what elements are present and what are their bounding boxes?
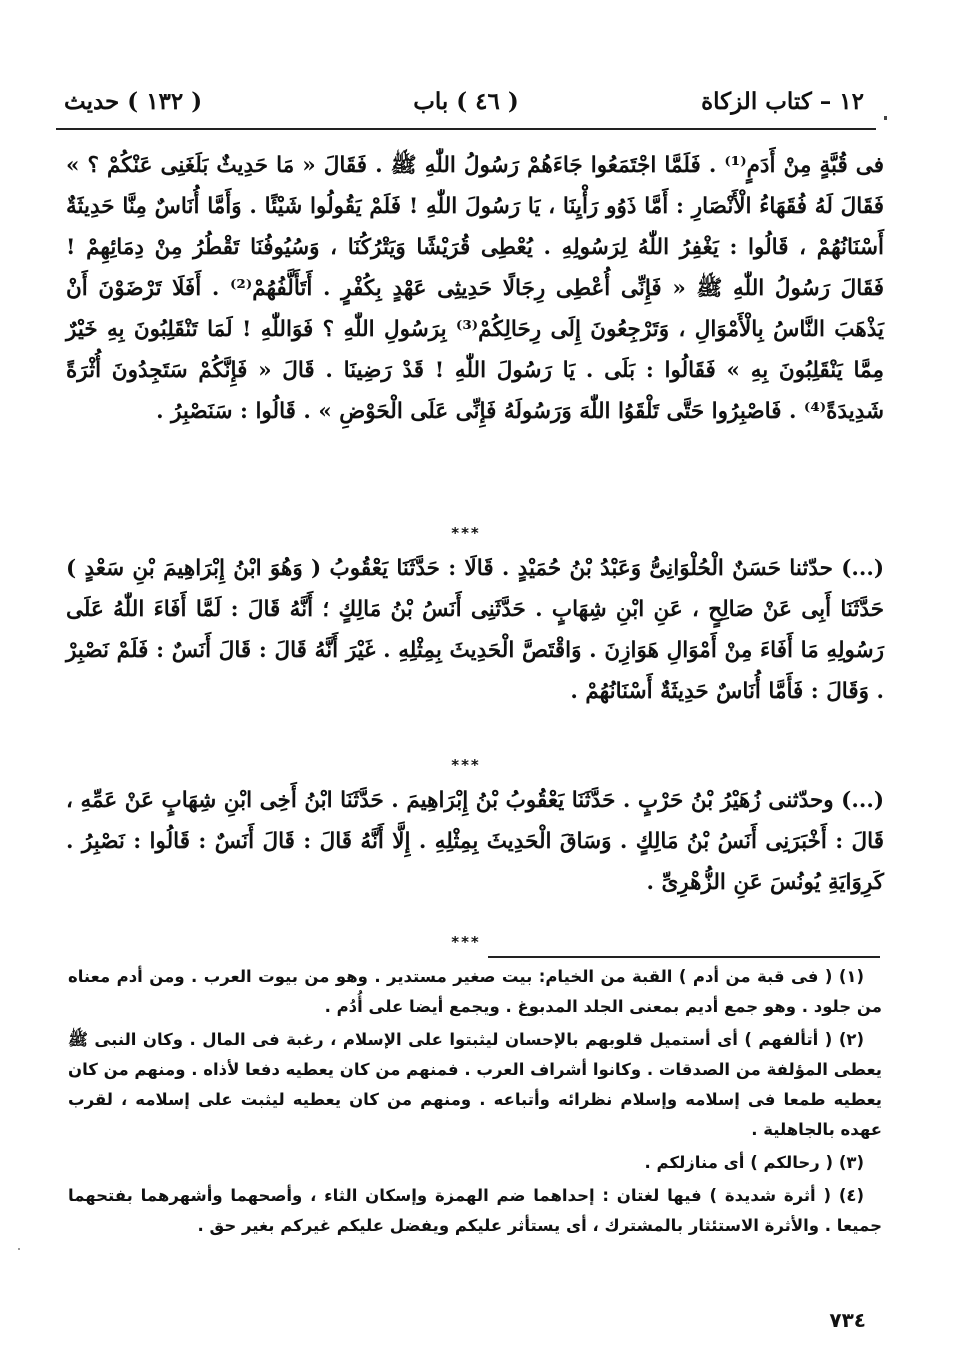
hadith-paragraph: (...) وحدّثنى زُهَيْرُ بْنُ حَرْبٍ . حَدَّثَنَا يَعْقُوبُ بْنُ إِبْرَاهِيمَ . حَدَّثَنَا ابْنُ أَخِى ابْنِ شِهَابٍ عَنْ عَمِّهِ ، قَالَ : أَخْبَرَنِى أَنَسُ بْنُ مَالِكٍ . وَسَاقَ الْحَدِيثَ بِمِثْلِهِ . إِلَّا أَنَّهُ قَالَ : قَالَ أَنَسٌ : قَالُوا : نَصْبِرُ . كَرِوَايَةِ يُونُسَ عَنِ الزُّهْرِىِّ . [66, 788, 884, 895]
hadith-number: ( ١٣٢ ) حديث [64, 88, 203, 115]
section-number: ( ٤٦ ) باب [413, 88, 519, 115]
footnote-rule [488, 956, 880, 958]
section-separator: *** [451, 524, 481, 542]
hadith-paragraph: فى قُبَّةٍ مِنْ أَدَمٍ⁽¹⁾ . فَلَمَّا اجْتَمَعُوا جَاءَهُمْ رَسُولُ اللّٰهِ ﷺ . فَقَالَ « مَا حَدِيثٌ بَلَغَنِى عَنْكُمْ ؟ » فَقَالَ لَهُ فُقَهَاءُ الْأَنْصَارِ : أَمَّا ذَوُو رَأْيِنَا ، يَا رَسُولَ اللّٰهِ ! فَلَمْ يَقُولُوا شَيْئًا . وَأَمَّا أُنَاسٌ مِنَّا حَدِيثَةٌ أَسْنَانُهُمْ ، قَالُوا : يَغْفِرُ اللّٰهُ لِرَسُولِهِ . يُعْطِى قُرَيْشًا وَيَتْرُكُنَا ، وَسُيُوفُنَا تَقْطُرُ مِنْ دِمَائِهِمْ ! فَقَالَ رَسُولُ اللّٰهِ ﷺ « فَإِنِّى أُعْطِى رِجَالًا حَدِيثِى عَهْدٍ بِكُفْرٍ . أَتَأَلَّفُهُمْ⁽²⁾ . أَفَلَا تَرْضَوْنَ أَنْ يَذْهَبَ النَّاسُ بِالْأَمْوَالِ ، وَتَرْجِعُونَ إِلَى رِحَالِكُمْ⁽³⁾ بِرَسُولِ اللّٰهِ ؟ فَوَاللّٰهِ ! لَمَا تَنْقَلِبُونَ بِهِ خَيْرٌ مِمَّا يَنْقَلِبُونَ بِهِ » فَقَالُوا : بَلَى . يَا رَسُولَ اللّٰهِ ! قَدْ رَضِينَا . قَالَ « فَإِنَّكُمْ سَتَجِدُونَ أُثْرَةً شَدِيدَةً⁽⁴⁾ . فَاصْبِرُوا حَتَّى تَلْقَوُا اللّٰهَ وَرَسُولَهُ فَإِنِّى عَلَى الْحَوْضِ » . قَالُوا : سَنَصْبِرُ . [66, 153, 885, 424]
section-separator: *** [451, 933, 481, 951]
footnote: (٤) ( أثرة شديدة ) فيها لغتان : إحداهما ضم الهمزة وإسكان الثاء ، وأصحهما وأشهرهما بفتحهما جميعا . والأثرة الاستئثار بالمشترك ، أى يستأثر عليكم ويفضل عليكم غيركم بغير حق . [68, 1186, 882, 1235]
footnotes [68, 962, 882, 1244]
section-separator: *** [451, 756, 481, 774]
hadith-paragraph: (...) حدّثنا حَسَنٌ الْحُلْوَانِىُّ وَعَبْدُ بْنُ حُمَيْدٍ . قَالَا : حَدَّثَنَا يَعْقُوبُ ( وَهُوَ ابْنُ إِبْرَاهِيمَ بْنِ سَعْدٍ ) حَدَّثَنَا أَبِى عَنْ صَالِحٍ ، عَنِ ابْنِ شِهَابٍ . حَدَّثَنِى أَنَسُ بْنُ مَالِكٍ ؛ أَنَّهُ قَالَ : لَمَّا أَفَاءَ اللّٰهُ عَلَى رَسُولِهِ مَا أَفَاءَ مِنْ أَمْوَالِ هَوَازِنَ . وَاقْتَصَّ الْحَدِيثَ بِمِثْلِهِ . غَيْرَ أَنَّهُ قَالَ : قَالَ أَنَسٌ : فَلَمْ نَصْبِرْ . وَقَالَ : فَأَمَّا أُنَاسٌ حَدِيثَةٌ أَسْنَانُهُمْ . [66, 556, 884, 704]
margin-mark [18, 1248, 20, 1250]
footnote: (٢) ( أتألفهم ) أى أستميل قلوبهم بالإحسان ليثبتوا على الإسلام ، رغبة فى المال . وكان النبى ﷺ يعطى المؤلفة من الصدقات . وكانوا أشراف العرب . فمنهم من كان يعطيه دفعا لأذاه . ومنهم من كان يعطيه طمعا فى إسلامه وإسلام نظرائه وأتباعه . ومنهم من كان يعطيه ليثبت على إسلامه ، لقرب عهده بالجاهلية . [68, 1030, 882, 1139]
page-number: ٧٣٤ [829, 1308, 866, 1332]
page-header [58, 86, 874, 122]
chapter-title: ١٢ – كتاب الزكاة [701, 88, 864, 115]
footnote: (٣) ( رحالكم ) أى منازلكم . [644, 1153, 864, 1172]
header-tick-mark [884, 116, 887, 120]
header-rule [56, 128, 876, 130]
footnote: (١) ( فى قبة من أدم ) القبة من الخيام: بيت صغير مستدير . وهو من بيوت العرب . ومن أدم معناه من جلود . وهو جمع أديم بمعنى الجلد المدبوغ . ويجمع أيضا على أُدُم . [68, 967, 882, 1016]
